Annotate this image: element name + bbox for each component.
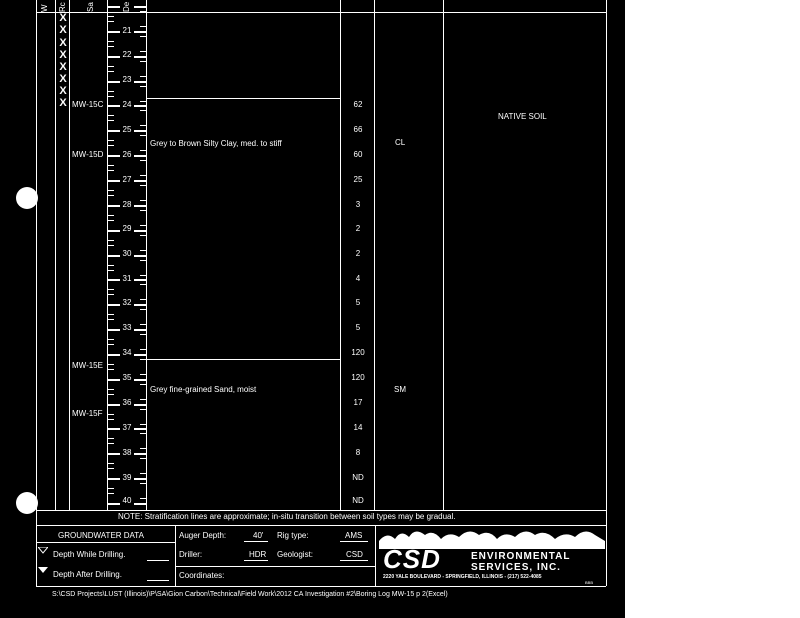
depth-label: 28 — [122, 200, 132, 209]
layer-description: Grey to Brown Silty Clay, med. to stiff — [150, 139, 282, 148]
grid-line-right — [606, 0, 607, 586]
depth-tick-minor — [108, 419, 114, 420]
depth-tick-minor — [108, 195, 114, 196]
rig-type-label: Rig type: — [277, 531, 309, 540]
depth-tick-minor — [140, 409, 146, 410]
depth-tick-minor — [140, 125, 146, 126]
depth-tick-minor — [108, 289, 114, 290]
depth-label: 37 — [122, 423, 132, 432]
grid-line-depth — [146, 0, 147, 510]
depth-tick-minor — [140, 424, 146, 425]
groundwater-title: GROUNDWATER DATA — [58, 531, 144, 540]
depth-tick-minor — [140, 61, 146, 62]
grid-line-uscs — [443, 0, 444, 510]
depth-tick-minor — [140, 448, 146, 449]
geologist-label: Geologist: — [277, 550, 314, 559]
depth-tick-minor — [140, 26, 146, 27]
depth-tick-minor — [140, 135, 146, 136]
gw-title-line — [36, 542, 175, 543]
depth-tick-minor — [140, 160, 146, 161]
depth-tick-minor — [140, 399, 146, 400]
depth-tick-minor — [140, 309, 146, 310]
company-logo — [379, 527, 605, 585]
depth-label: 25 — [122, 125, 132, 134]
note-top-line — [36, 510, 606, 511]
blow-count: 4 — [355, 274, 361, 283]
depth-tick-minor — [108, 96, 114, 97]
blow-count: 62 — [353, 100, 363, 109]
blow-count: 5 — [355, 298, 361, 307]
blow-count: 3 — [355, 200, 361, 209]
depth-tick-minor — [140, 200, 146, 201]
binder-hole-top — [16, 187, 38, 209]
depth-label: 27 — [122, 175, 132, 184]
depth-tick-minor — [140, 51, 146, 52]
depth-tick-minor — [140, 225, 146, 226]
depth-label: 21 — [122, 26, 132, 35]
note-bottom-line — [36, 525, 606, 526]
blow-count: 5 — [355, 323, 361, 332]
sample-id: MW-15D — [72, 150, 104, 159]
depth-tick-minor — [140, 359, 146, 360]
while-drilling-blank — [147, 560, 169, 561]
depth-tick-minor — [108, 314, 114, 315]
company-line2: SERVICES, INC. — [471, 562, 561, 573]
depth-tick-minor — [108, 66, 114, 67]
blow-count: 25 — [353, 175, 363, 184]
stratum-boundary-2 — [146, 359, 340, 360]
depth-tick-major — [134, 6, 146, 8]
blow-count: 8 — [355, 448, 361, 457]
depth-label: 36 — [122, 398, 132, 407]
geologist-value: CSD — [346, 550, 363, 559]
while-drilling-label: Depth While Drilling. — [53, 550, 126, 559]
depth-tick-minor — [140, 324, 146, 325]
water-level-filled-icon — [38, 567, 48, 574]
depth-tick-major — [108, 6, 120, 8]
auger-depth-underline — [244, 541, 268, 542]
depth-tick-minor — [108, 394, 114, 395]
depth-tick-minor — [108, 463, 114, 464]
depth-tick-minor — [140, 299, 146, 300]
depth-tick-minor — [140, 86, 146, 87]
depth-label: 38 — [122, 448, 132, 457]
depth-tick-minor — [108, 71, 114, 72]
depth-tick-minor — [108, 364, 114, 365]
col-header-de: De — [122, 1, 131, 12]
auger-depth-value: 40' — [253, 531, 264, 540]
depth-tick-minor — [108, 220, 114, 221]
water-level-hollow-icon — [38, 547, 48, 554]
depth-label: 35 — [122, 373, 132, 382]
after-drilling-blank — [147, 580, 169, 581]
depth-label: 26 — [122, 150, 132, 159]
header-bottom-line — [36, 12, 606, 13]
depth-tick-minor — [140, 483, 146, 484]
blow-count: 14 — [353, 423, 363, 432]
depth-tick-minor — [108, 245, 114, 246]
depth-label: 39 — [122, 473, 132, 482]
depth-label: 24 — [122, 100, 132, 109]
sample-id: MW-15F — [72, 409, 103, 418]
depth-tick-minor — [140, 374, 146, 375]
blow-count: ND — [352, 496, 364, 505]
depth-tick-minor — [140, 36, 146, 37]
file-path-footer: S:\CSD Projects\LUST (Illinois)\P\SA\Gion Carbon\Technical\Field Work\2012 CA Investigation #2\Boring Log MW-15 p 2(Excel) — [52, 591, 448, 598]
depth-label: 23 — [122, 75, 132, 84]
grid-line-left — [36, 0, 37, 586]
recovery-mark: X — [59, 12, 67, 24]
depth-tick-minor — [108, 21, 114, 22]
company-address: 2220 YALE BOULEVARD - SPRINGFIELD, ILLINOIS - (217) 522-4085 — [383, 574, 542, 580]
sample-id: MW-15E — [72, 361, 103, 370]
blow-count: ND — [352, 473, 364, 482]
grid-line-rig — [375, 525, 376, 586]
depth-tick-minor — [140, 260, 146, 261]
depth-tick-minor — [140, 334, 146, 335]
binder-hole-bottom — [16, 492, 38, 514]
recovery-mark: X — [59, 85, 67, 97]
depth-tick-minor — [140, 275, 146, 276]
depth-tick-minor — [140, 175, 146, 176]
depth-tick-minor — [108, 190, 114, 191]
stratum-boundary-1 — [146, 98, 340, 99]
blow-count: 2 — [355, 249, 361, 258]
depth-tick-minor — [140, 284, 146, 285]
blow-count: 66 — [353, 125, 363, 134]
blow-count: 120 — [351, 373, 365, 382]
depth-label: 33 — [122, 323, 132, 332]
depth-tick-minor — [140, 110, 146, 111]
depth-tick-minor — [108, 41, 114, 42]
depth-tick-minor — [108, 389, 114, 390]
recovery-mark: X — [59, 24, 67, 36]
depth-tick-minor — [108, 115, 114, 116]
depth-tick-minor — [140, 150, 146, 151]
rig-type-value: AMS — [345, 531, 363, 540]
depth-tick-minor — [140, 250, 146, 251]
geologist-underline — [340, 560, 368, 561]
depth-tick-minor — [140, 210, 146, 211]
depth-tick-minor — [140, 185, 146, 186]
depth-tick-minor — [140, 458, 146, 459]
depth-tick-minor — [108, 493, 114, 494]
depth-tick-minor — [140, 473, 146, 474]
depth-tick-minor — [108, 265, 114, 266]
depth-tick-minor — [108, 165, 114, 166]
uscs-code: SM — [394, 385, 406, 394]
depth-label: 22 — [122, 50, 132, 59]
uscs-code: CL — [395, 138, 406, 147]
depth-tick-minor — [108, 339, 114, 340]
col-header-w: W — [40, 4, 49, 12]
depth-tick-minor — [108, 91, 114, 92]
recovery-mark: X — [59, 97, 67, 109]
depth-tick-minor — [140, 235, 146, 236]
depth-tick-minor — [108, 16, 114, 17]
depth-tick-minor — [108, 488, 114, 489]
grid-line-blows — [374, 0, 375, 510]
coordinates-label: Coordinates: — [179, 571, 225, 580]
depth-tick-minor — [140, 101, 146, 102]
rig-coords-line — [175, 566, 375, 567]
depth-tick-minor — [108, 468, 114, 469]
recovery-mark: X — [59, 73, 67, 85]
depth-tick-minor — [140, 433, 146, 434]
company-line1: ENVIRONMENTAL — [471, 551, 571, 562]
after-drilling-label: Depth After Drilling. — [53, 570, 122, 579]
depth-tick-minor — [108, 270, 114, 271]
depth-tick-minor — [108, 145, 114, 146]
depth-label: 31 — [122, 274, 132, 283]
depth-label: 29 — [122, 224, 132, 233]
auger-depth-label: Auger Depth: — [179, 531, 227, 540]
depth-label: 40 — [122, 496, 132, 505]
recovery-mark: X — [59, 49, 67, 61]
rig-type-underline — [340, 541, 368, 542]
depth-label: 34 — [122, 348, 132, 357]
layer-description: Grey fine-grained Sand, moist — [150, 385, 257, 394]
depth-tick-minor — [108, 319, 114, 320]
sample-id: MW-15C — [72, 100, 104, 109]
depth-tick-minor — [108, 140, 114, 141]
remarks-text: NATIVE SOIL — [498, 112, 547, 121]
depth-tick-minor — [140, 349, 146, 350]
depth-tick-minor — [108, 369, 114, 370]
driller-value: HDR — [249, 550, 267, 559]
depth-tick-minor — [108, 215, 114, 216]
depth-tick-minor — [140, 498, 146, 499]
recovery-mark: X — [59, 37, 67, 49]
grid-line-rc — [69, 0, 70, 510]
depth-label: 32 — [122, 298, 132, 307]
recovery-mark: X — [59, 61, 67, 73]
company-abbr: CSD — [383, 544, 441, 574]
depth-tick-minor — [108, 443, 114, 444]
depth-tick-minor — [108, 46, 114, 47]
depth-tick-minor — [108, 170, 114, 171]
depth-tick-minor — [108, 438, 114, 439]
depth-tick-minor — [140, 384, 146, 385]
depth-tick-minor — [108, 414, 114, 415]
blow-count: 2 — [355, 224, 361, 233]
blow-count: 120 — [351, 348, 365, 357]
driller-label: Driller: — [179, 550, 203, 559]
depth-label: 30 — [122, 249, 132, 258]
depth-tick-minor — [108, 120, 114, 121]
depth-tick-minor — [140, 11, 146, 12]
depth-tick-minor — [108, 344, 114, 345]
blow-count: 60 — [353, 150, 363, 159]
col-header-rc: Rc — [58, 2, 67, 12]
depth-tick-minor — [140, 76, 146, 77]
grid-line-desc — [340, 0, 341, 510]
col-header-sa: Sa — [86, 2, 95, 12]
depth-tick-minor — [108, 294, 114, 295]
table-bottom-line — [36, 586, 606, 587]
blow-count: 17 — [353, 398, 363, 407]
grid-line-w — [55, 0, 56, 510]
grid-line-gw — [175, 525, 176, 586]
company-mark: BBB — [585, 580, 594, 585]
stratification-note: NOTE: Stratification lines are approximate; in-situ transition between soil types may be gradual. — [118, 512, 456, 521]
depth-tick-minor — [108, 240, 114, 241]
driller-underline — [244, 560, 268, 561]
